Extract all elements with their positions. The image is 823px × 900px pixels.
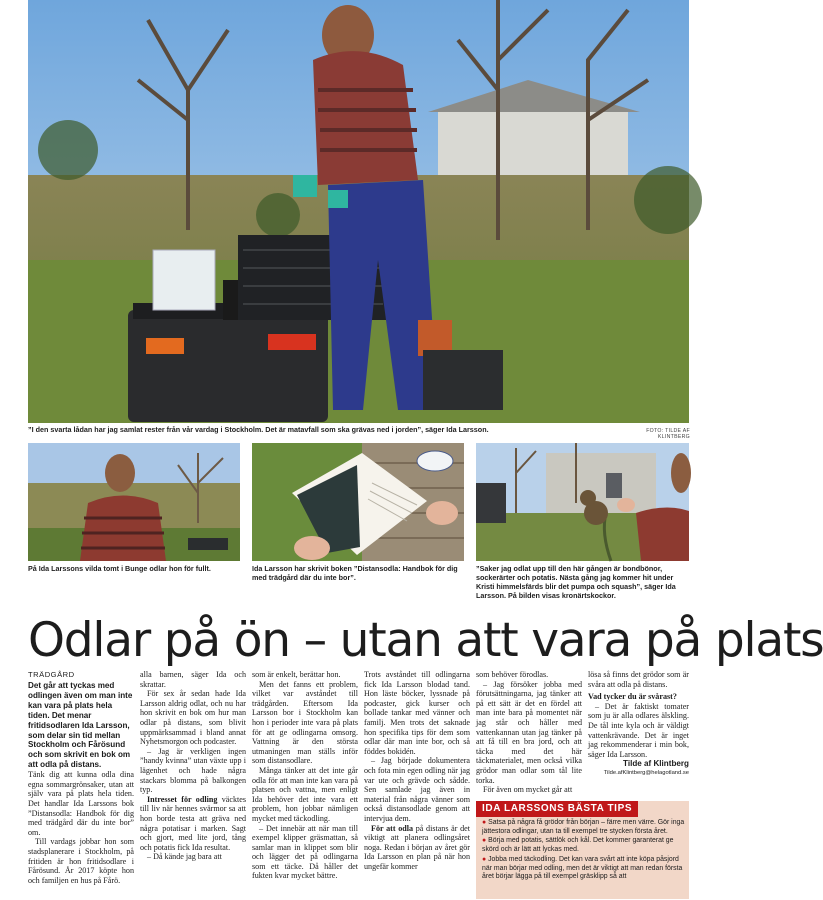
bullet-icon: ● — [482, 819, 487, 826]
tips-title: IDA LARSSONS BÄSTA TIPS — [476, 801, 638, 817]
tips-box — [476, 801, 689, 899]
byline: Tilde af Klintberg — [623, 759, 689, 769]
article-lead: Det går att tyckas med odlingen även om man inte kan vara på plats hela tiden. Det menar fritidsodlaren Ida Larsson, som delar sin tid mellan Stockholm och Fårösund och som skrivit en bok om att odla på distans. — [28, 681, 133, 770]
subheading: För att odla — [371, 823, 414, 833]
photo-middle — [252, 443, 464, 561]
tip-text: Jobba med täckodling. Det kan vara svårt att inte köpa påsjord när man börjar med odling, men det är viktigt att man redan första året börjar lägga på till exempel gräsklipp så att — [482, 855, 683, 881]
author-email[interactable]: Tilde.afKlintberg@helagotland.se — [603, 769, 689, 776]
paragraph: lösa så finns det grödor som är svåra att odla på distans. — [588, 670, 689, 689]
paragraph — [364, 824, 470, 872]
photo-right — [476, 443, 689, 561]
caption-middle — [252, 564, 464, 582]
subheading: Vad tycker du är svårast? — [588, 692, 677, 702]
paragraph: – Det är faktiskt tomater som ju är alla odlares älskling. De tål inte kyla och är väldigt vattenkrävande. Det är inget jag rekommenderar i min bok, säger Ida Larsson. — [588, 701, 689, 759]
main-caption-text: ”I den svarta lådan har jag samlat rester från vår vardag i Stockholm. Det är matavfall som ska grävas ned i jorden”, säger Ida Larsson. — [28, 425, 489, 434]
paragraph: – Det innebär att när man till exempel klipper gräsmattan, så samlar man in klippet som blir och lägger det på odlingarna som ett täcke. Då håller det fukten kvar mycket bättre. — [252, 823, 358, 881]
paragraph-text: på distans är det viktigt att planera odlingsåret noga. Redan i början av året gör Ida Larsson en plan på när hon ungefär kommer — [364, 823, 471, 871]
photo-credit: FOTO: TILDE AF KLINTBERG — [646, 428, 690, 440]
article-column-5 — [476, 670, 582, 798]
caption-middle-text: Ida Larsson har skrivit boken ”Distansodla: Handbok för dig med trädgård där du inte bor”. — [252, 564, 458, 582]
main-photo — [28, 0, 689, 423]
caption-left-text: På Ida Larssons vilda tomt i Bunge odlar hon för fullt. — [28, 564, 211, 573]
tip-item — [482, 856, 686, 883]
article-column-3 — [252, 670, 358, 898]
article-column-4 — [364, 670, 470, 898]
paragraph: Trots avståndet till odlingarna fick Ida Larsson blodad tand. Hon läste böcker, lyssnade på podcaster, gick kurser och bollade tankar med vänner och familj. Men trots det saknade hon specifika tips för dem som odlar där man inte bor, och så föddes bokidén. — [364, 670, 470, 756]
paragraph: För även om mycket går att — [483, 785, 573, 795]
paragraph: alla barnen, säger Ida och skrattar. — [140, 670, 246, 689]
paragraph: som är enkelt, berättar hon. — [252, 670, 341, 679]
paragraph-text: väcktes till liv när hennes svärmor sa att hon borde testa att gräva ned några potatisar i marken. Sagt och gjort, med lite jord, tång och potatis fick Ida resultat. — [140, 794, 246, 852]
paragraph: Men det fanns ett problem, vilket var avståndet till trädgården. Eftersom Ida Larsson bor i Stockholm kan hon i perioder inte vara på plats för att ge odlingarna omsorg. Vattning är den största utmaningen man ställs inför som distansodlare. — [252, 679, 358, 766]
paragraph: – Då kände jag bara att — [147, 852, 222, 862]
paragraph: Många tänker att det inte går odla för att man inte kan vara på platsen och vattna, men enligt Ida behöver det inte vara ett problem, hon jobbar nämligen mycket med täckodling. — [252, 765, 358, 823]
section-kicker: TRÄDGÅRD — [28, 670, 75, 679]
headline: Odlar på ön – utan att vara på plats — [28, 613, 823, 668]
caption-right-text: ”Saker jag odlat upp till den här gången är bondbönor, sockerärter och potatis. Nästa gång jag kommer hit under Kristi himmelsfärds blir det pumpa och squash”, säger Ida Larsson. På bilden visas kronärtskockor. — [476, 564, 676, 600]
tip-item — [482, 819, 686, 837]
paragraph: som behöver förodlas. — [476, 670, 549, 679]
bullet-icon: ● — [482, 855, 487, 863]
article-column-2 — [140, 670, 246, 898]
tips-list — [482, 819, 686, 883]
paragraph: För sex år sedan hade Ida Larsson aldrig odlat, och nu har hon skrivit en bok om hur man odlar på distans, som blivit uppmärksammad i bland annat Nyhetsmorgon och podcaster. — [140, 689, 246, 747]
main-caption — [28, 425, 558, 434]
tip-text: Börja med potatis, sättlök och kål. Det kommer garanterat ge skörd och är lätt att lyckas med. — [482, 837, 674, 854]
tip-item — [482, 837, 686, 855]
paragraph: – Jag försöker jobba med förutsättningarna, jag tänker att på ett sätt är det en fördel att man inte bara på momentet när jag står och håller med vattenkannan utan jag tänker på att få till en bra jord, och att täcka med det här täckmaterialet, men också vilka grödor man odlar som tål lite torka. — [476, 679, 582, 785]
bullet-icon: ● — [482, 837, 487, 845]
article-column-6 — [588, 670, 689, 798]
article-column-1 — [28, 670, 134, 898]
paragraph: – Jag började dokumentera och fota min egen odling när jag var ute och grävde och sådde. Sen samlade jag även in material från några vänner som också distansodlade genom att intervjua dem. — [364, 756, 470, 823]
paragraph: Tänk dig att kunna odla dina egna sommargrönsaker, utan att själv vara på plats hela tiden. Det handlar Ida Larssons bok ”Distansodla: Handbok för dig med trädgård där du inte bor” om. — [28, 770, 134, 837]
paragraph — [140, 795, 246, 853]
caption-left — [28, 564, 240, 573]
caption-right — [476, 564, 689, 600]
subheading: Intresset för odling — [147, 794, 218, 804]
photo-left — [28, 443, 240, 561]
paragraph: Till vardags jobbar hon som stadsplanerare i Stockholm, på fritiden är hon fritidsodlare i Fårösund. År 2017 köpte hon och familjen en hus på Fårö. — [28, 837, 134, 885]
tip-text: Satsa på några få grödor från början – färre men värre. Gör inga jättestora odlingar, utan ta till exempel tre stycken första året. — [482, 819, 685, 835]
paragraph: – Jag är verkligen ingen ”handy kvinna” utan växte upp i lägenhet och hade några stackars blomma på balkongen typ. — [140, 746, 246, 795]
